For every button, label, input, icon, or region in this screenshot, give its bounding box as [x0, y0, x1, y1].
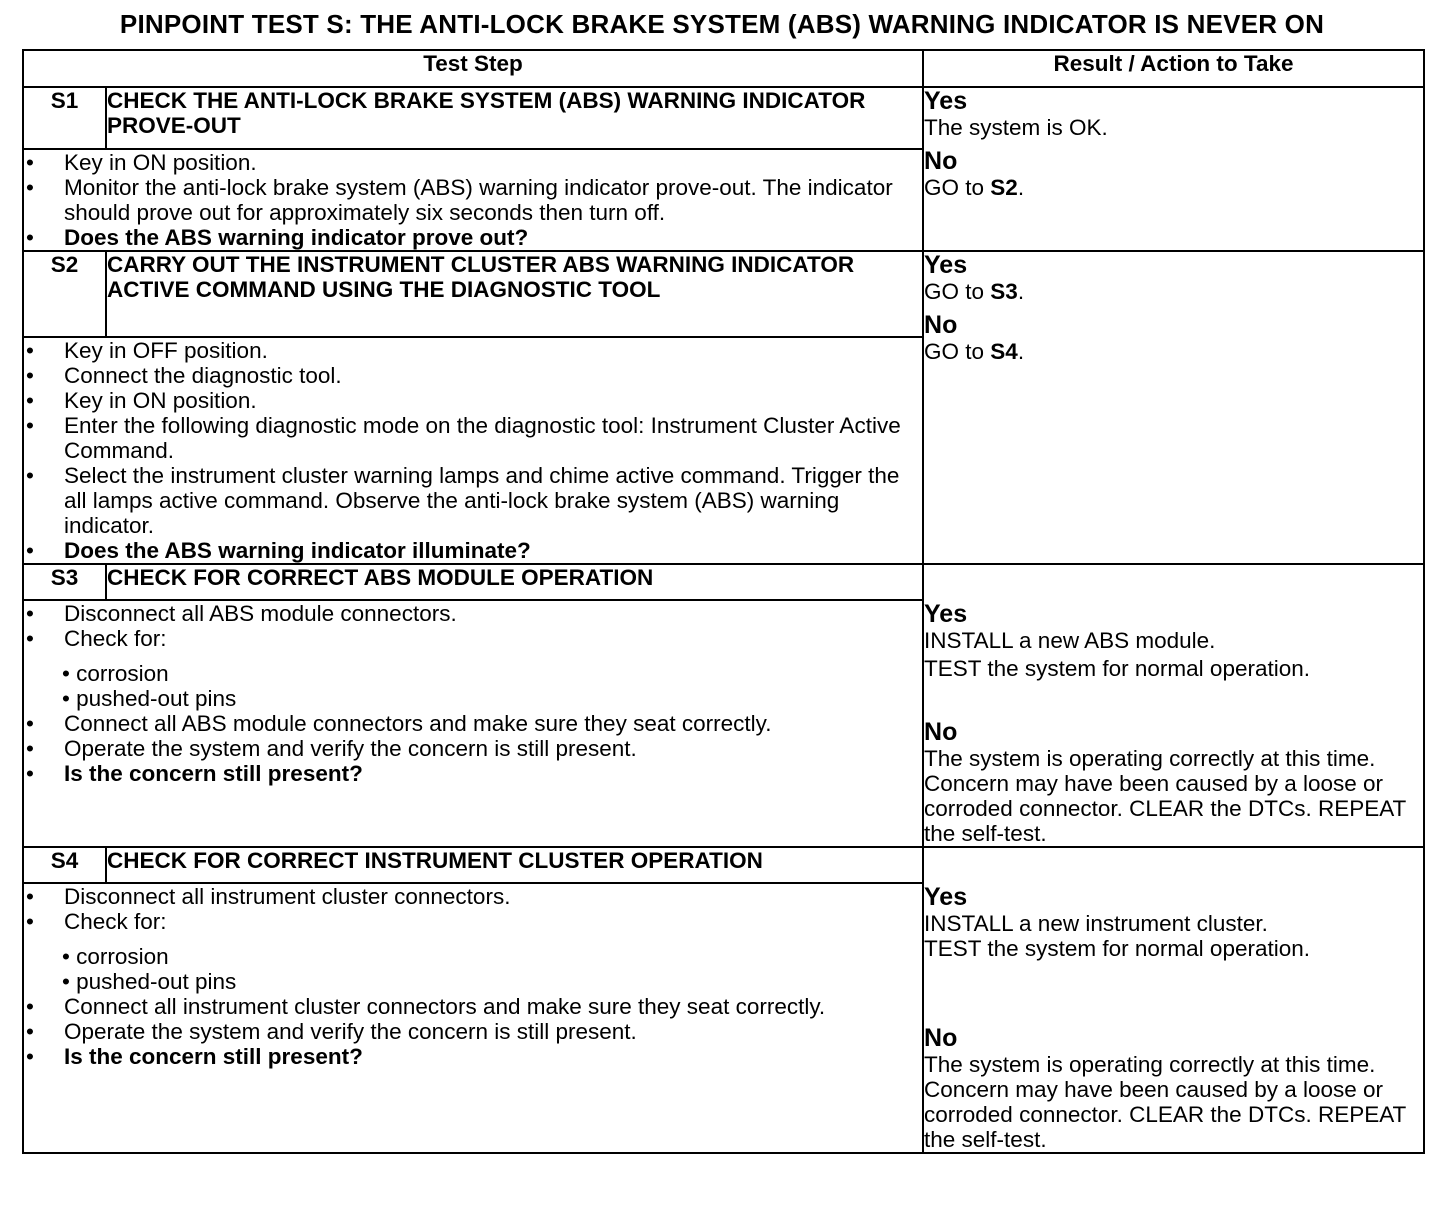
sub-list-item: • corrosion: [62, 944, 169, 969]
yes-line1-s3: INSTALL a new ABS module.: [924, 628, 1216, 653]
yes-label: Yes: [924, 600, 968, 628]
sub-list-item: • pushed-out pins: [62, 686, 237, 711]
no-label: No: [924, 311, 958, 339]
list-item: • Select the instrument cluster warning lamps and chime active command. Trigger the all lamps active command. Observe the anti-lock brake system (ABS) warning indicator.: [26, 463, 900, 538]
bullet-icon: •: [26, 1019, 34, 1044]
result-header: Result / Action to Take: [923, 50, 1424, 87]
list-item: • Operate the system and verify the concern is still present.: [26, 736, 637, 761]
step-s3-title-row: [23, 564, 1424, 600]
bullet-icon: •: [26, 150, 34, 175]
step-s2-title-row: [23, 251, 1424, 337]
step-title-s3: CHECK FOR CORRECT ABS MODULE OPERATION: [106, 564, 923, 600]
list-item: • Check for:: [26, 909, 167, 934]
list-item: • Operate the system and verify the concern is still present.: [26, 1019, 637, 1044]
bullet-icon: •: [26, 761, 34, 786]
bullet-icon: •: [26, 601, 34, 626]
bullet-icon: •: [26, 909, 34, 934]
no-action-s1: GO to S2.: [924, 175, 1025, 200]
no-text-s3: The system is operating correctly at this time. Concern may have been caused by a loose or corroded connector. CLEAR the DTCs. REPEAT the self-test.: [924, 746, 1406, 846]
bullet-icon: •: [26, 736, 34, 761]
list-item: • Key in ON position.: [26, 150, 257, 175]
yes-line1-s4: INSTALL a new instrument cluster.: [924, 911, 1268, 936]
bullet-icon: •: [26, 884, 34, 909]
bullet-icon: •: [26, 1044, 34, 1069]
sub-bullet-icon: •: [62, 686, 70, 711]
bullet-icon: •: [26, 175, 34, 200]
list-item: • Monitor the anti-lock brake system (ABS) warning indicator prove-out. The indicator should prove out for approximately six seconds then turn off.: [26, 175, 893, 225]
list-item-question: • Is the concern still present?: [26, 761, 363, 786]
sub-bullet-icon: •: [62, 944, 70, 969]
list-item: • Key in OFF position.: [26, 338, 268, 363]
yes-label: Yes: [924, 87, 968, 115]
no-label: No: [924, 718, 958, 746]
go-to-target: S3: [990, 279, 1018, 304]
bullet-icon: •: [26, 388, 34, 413]
bullet-icon: •: [26, 413, 34, 438]
step-title-s1: CHECK THE ANTI-LOCK BRAKE SYSTEM (ABS) WARNING INDICATOR PROVE-OUT: [106, 87, 923, 149]
step-id-s3: S3: [23, 564, 106, 600]
result-s4: [923, 847, 1424, 1153]
no-text-s4: The system is operating correctly at this time. Concern may have been caused by a loose or corroded connector. CLEAR the DTCs. REPEAT the self-test.: [924, 1052, 1406, 1152]
step-id-s4: S4: [23, 847, 106, 883]
no-action-s2: GO to S4.: [924, 339, 1025, 364]
go-to-target: S2: [990, 175, 1018, 200]
yes-line2-s3: TEST the system for normal operation.: [924, 656, 1311, 681]
list-item: • Enter the following diagnostic mode on the diagnostic tool: Instrument Cluster Active Command.: [26, 413, 901, 463]
no-label: No: [924, 1024, 958, 1052]
bullet-icon: •: [26, 711, 34, 736]
step-body-s3: [23, 600, 923, 847]
yes-line2-s4: TEST the system for normal operation.: [924, 936, 1311, 961]
bullet-icon: •: [26, 225, 34, 250]
sub-list-item: • pushed-out pins: [62, 969, 237, 994]
no-label: No: [924, 147, 958, 175]
step-title-s2: CARRY OUT THE INSTRUMENT CLUSTER ABS WARNING INDICATOR ACTIVE COMMAND USING THE DIAGNOSTIC TOOL: [106, 251, 923, 337]
sub-list-item: • corrosion: [62, 661, 169, 686]
result-s1: [923, 87, 1424, 251]
bullet-icon: •: [26, 338, 34, 363]
go-to-target: S4: [990, 339, 1018, 364]
list-item: • Disconnect all ABS module connectors.: [26, 601, 457, 626]
result-s3: [923, 564, 1424, 847]
list-item: • Connect the diagnostic tool.: [26, 363, 342, 388]
list-item: • Connect all instrument cluster connectors and make sure they seat correctly.: [26, 994, 826, 1019]
step-body-s2: [23, 337, 923, 564]
sub-bullet-icon: •: [62, 661, 70, 686]
test-step-header: Test Step: [23, 50, 923, 87]
page-title: PINPOINT TEST S: THE ANTI-LOCK BRAKE SYSTEM (ABS) WARNING INDICATOR IS NEVER ON: [119, 9, 1325, 39]
step-body-s4: [23, 883, 923, 1153]
list-item: • Disconnect all instrument cluster connectors.: [26, 884, 511, 909]
sub-bullet-icon: •: [62, 969, 70, 994]
list-item-question: • Does the ABS warning indicator prove out?: [26, 225, 529, 250]
list-item: • Connect all ABS module connectors and make sure they seat correctly.: [26, 711, 772, 736]
bullet-icon: •: [26, 463, 34, 488]
list-item: • Key in ON position.: [26, 388, 257, 413]
list-item: • Check for:: [26, 626, 167, 651]
bullet-icon: •: [26, 994, 34, 1019]
yes-label: Yes: [924, 251, 968, 279]
pinpoint-test-table: [22, 49, 1425, 1154]
step-s1-title-row: [23, 87, 1424, 149]
step-s4-title-row: [23, 847, 1424, 883]
result-s2: [923, 251, 1424, 564]
yes-label: Yes: [924, 883, 968, 911]
bullet-icon: •: [26, 363, 34, 388]
list-item-question: • Does the ABS warning indicator illuminate?: [26, 538, 531, 563]
step-body-s1: [23, 149, 923, 251]
bullet-icon: •: [26, 626, 34, 651]
step-id-s2: S2: [23, 251, 106, 337]
step-id-s1: S1: [23, 87, 106, 149]
yes-text-s1: The system is OK.: [924, 115, 1108, 140]
list-item-question: • Is the concern still present?: [26, 1044, 363, 1069]
table-header-row: [23, 50, 1424, 87]
step-title-s4: CHECK FOR CORRECT INSTRUMENT CLUSTER OPERATION: [106, 847, 923, 883]
bullet-icon: •: [26, 538, 34, 563]
yes-action-s2: GO to S3.: [924, 279, 1025, 304]
